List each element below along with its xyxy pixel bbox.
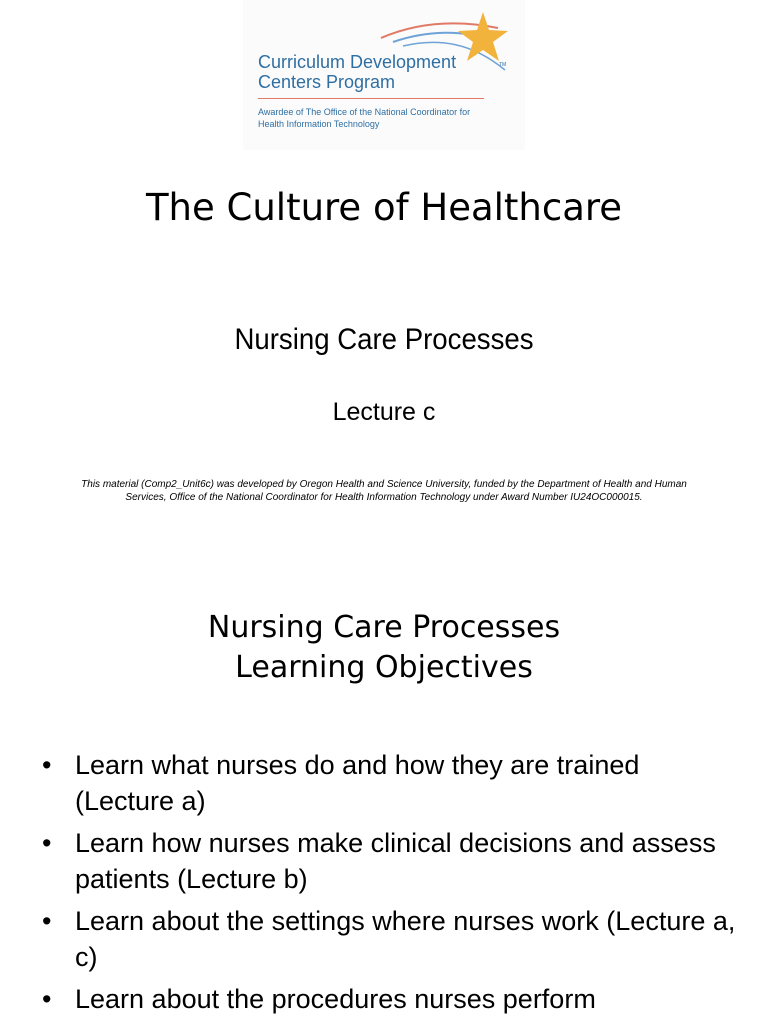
lecture-label: Lecture c [332,398,436,426]
bullet-icon: • [42,750,52,780]
list-item-text: Learn about the settings where nurses work (Lecture a, c) [75,906,736,972]
page-title: The Culture of Healthcare [145,186,623,229]
list-item-text: Learn what nurses do and how they are trained (Lecture a) [75,750,640,816]
list-item-text: Learn how nurses make clinical decisions and assess patients (Lecture b) [75,828,716,894]
logo-subline1: Awardee of The Office of the National Coordinator for [258,107,471,117]
logo-line1: Curriculum Development [258,52,457,72]
logo-line2: Centers Program [258,72,396,92]
bullet-icon: • [42,906,52,936]
list-item [40,903,740,975]
objectives-list [40,747,740,1023]
logo-subline2: Health Information Technology [258,119,380,129]
program-logo [243,0,525,150]
objectives-heading-line1: Nursing Care Processes [207,610,561,645]
list-item [40,981,740,1017]
page-subtitle: Nursing Care Processes [234,323,534,356]
list-item-text: Learn about the procedures nurses perform [75,984,596,1014]
objectives-heading-line2: Learning Objectives [235,650,533,685]
bullet-icon: • [42,984,52,1014]
funding-disclaimer: This material (Comp2_Unit6c) was developed by Oregon Health and Science University, funded by the Department of Health and Human Services, Office of the National Coordinator for Health Information Technology under Award Number IU24OC000015. [81,479,687,503]
list-item [40,825,740,897]
objectives-heading [0,608,768,688]
list-item [40,747,740,819]
logo-divider [258,98,484,99]
logo-trademark: TM [499,62,507,68]
bullet-icon: • [42,828,52,858]
